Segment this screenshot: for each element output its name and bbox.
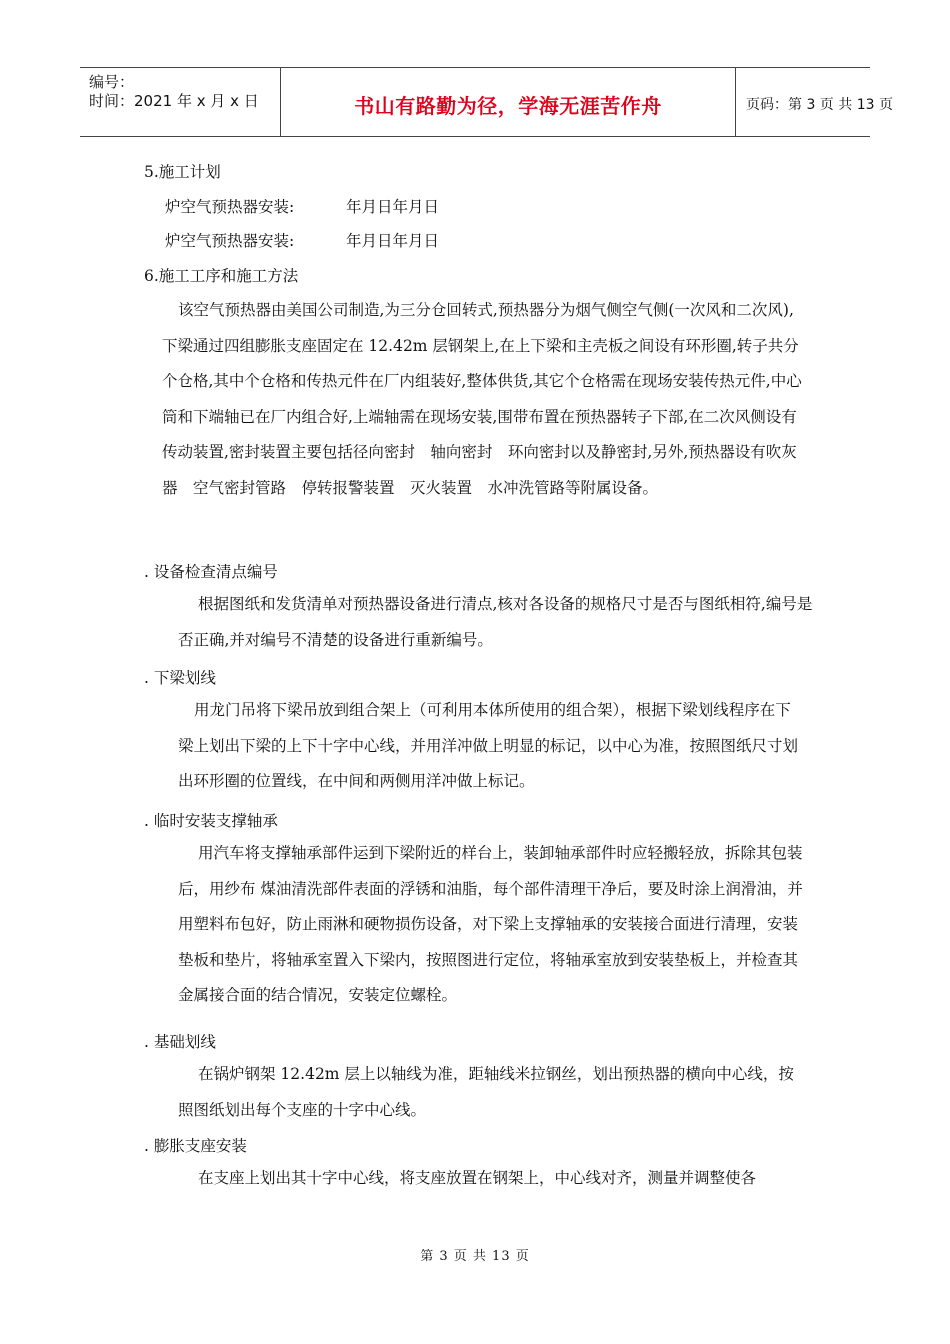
subsection-lower-beam-title: . 下梁划线 xyxy=(144,669,216,687)
section-6-title: 6.施工工序和施工方法 xyxy=(144,267,299,285)
subsection-foundation-title: . 基础划线 xyxy=(144,1033,216,1051)
document-number-label: 编号： xyxy=(89,73,135,91)
plan-item-2-date: 年月日年月日 xyxy=(346,232,440,250)
plan-item-1-date: 年月日年月日 xyxy=(346,198,440,216)
subsection-support-bearing-title: . 临时安装支撑轴承 xyxy=(144,812,278,830)
subsection-lower-beam-paragraph: 用龙门吊将下梁吊放到组合架上（可利用本体所使用的组合架），根据下梁划线程序在下梁上划出下梁的上下十字中心线，并用洋冲做上明显的标记，以中心为准，按照图纸尺寸划出环形圈的位置线，在中间和两侧用洋冲做上标记。 xyxy=(178,701,799,791)
page-header xyxy=(80,67,893,137)
section-6-paragraph: 该空气预热器由美国公司制造,为三分仓回转式,预热器分为烟气侧空气侧(一次风和二次风),下梁通过四组膨胀支座固定在 12.42m 层钢架上,在上下梁和主壳板之间设有环形圈,转子共分个仓格,其中个仓格和传热元件在厂内组装好,整体供货,其它个仓格需在现场安装传热元件,中心筒和下端轴已在厂内组合好,上端轴需在现场安装,围带布置在预热器转子下部,在二次风侧设有传动装置,密封装置主要包括径向密封 轴向密封 环向密封以及静密封,另外,预热器设有吹灰器 空气密封管路 停转报警装置 灭火装置 水冲洗管路等附属设备。 xyxy=(162,301,802,497)
subsection-expansion-support-title: . 膨胀支座安装 xyxy=(144,1137,247,1155)
subsection-equipment-check-title: . 设备检查清点编号 xyxy=(144,563,278,581)
section-5-title: 5.施工计划 xyxy=(144,163,221,181)
document-time-label: 时间：2021 年 x 月 x 日 xyxy=(89,92,259,110)
header-page-info: 页码：第 3 页 共 13 页 xyxy=(746,97,893,113)
page-footer: 第 3 页 共 13 页 xyxy=(420,1249,530,1264)
header-meta-cell xyxy=(80,68,281,136)
header-motto: 书山有路勤为径，学海无涯苦作舟 xyxy=(354,93,662,118)
header-motto-cell xyxy=(281,68,736,136)
header-page-cell xyxy=(736,68,893,136)
subsection-support-bearing-paragraph: 用汽车将支撑轴承部件运到下梁附近的样台上，装卸轴承部件时应轻搬轻放，拆除其包装后，用纱布 煤油清洗部件表面的浮锈和油脂，每个部件清理干净后，要及时涂上润滑油，并用塑料布包好，防止雨淋和硬物损伤设备，对下梁上支撑轴承的安装接合面进行清理，安装垫板和垫片，将轴承室置入下梁内，按照图进行定位，将轴承室放到安装垫板上，并检查其金属接合面的结合情况，安装定位螺栓。 xyxy=(178,844,803,1005)
subsection-foundation-paragraph: 在锅炉钢架 12.42m 层上以轴线为准，距轴线米拉钢丝，划出预热器的横向中心线，按照图纸划出每个支座的十字中心线。 xyxy=(178,1065,794,1119)
plan-item-2-label: 炉空气预热器安装: xyxy=(165,232,295,250)
subsection-equipment-check-paragraph: 根据图纸和发货清单对预热器设备进行清点,核对各设备的规格尺寸是否与图纸相符,编号是否正确,并对编号不清楚的设备进行重新编号。 xyxy=(178,595,813,649)
plan-item-1-label: 炉空气预热器安装: xyxy=(165,198,295,216)
subsection-expansion-support-paragraph: 在支座上划出其十字中心线，将支座放置在钢架上，中心线对齐，测量并调整使各 xyxy=(198,1169,757,1187)
